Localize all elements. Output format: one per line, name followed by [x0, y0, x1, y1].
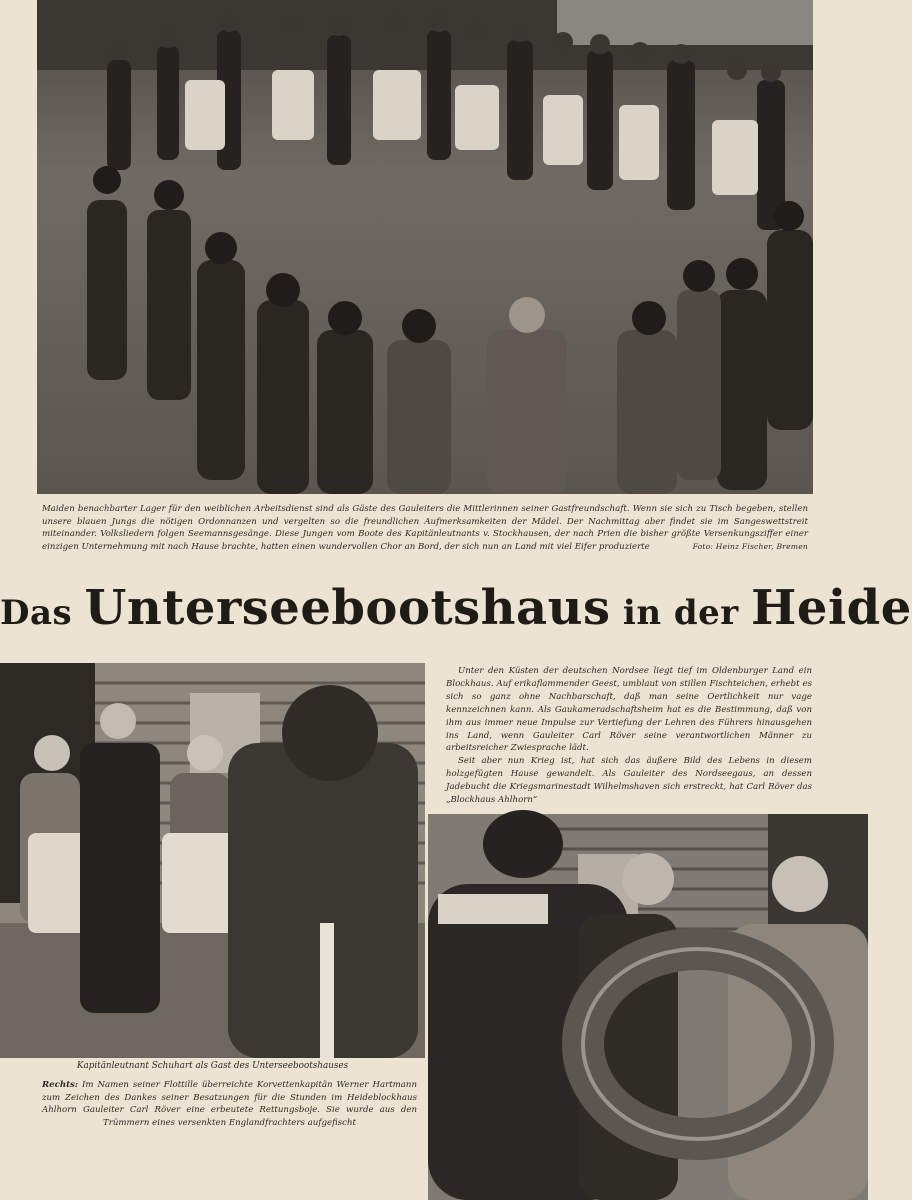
- caption-text: Im Namen seiner Flottille überreichte Korvettenkapitän Werner Hartmann zum Zeichen des Dankes seiner Besatzungen für die Stunden im Heideblockhaus Ahlhorn Gauleiter Carl Röver eine erbeutete Rettungsboje. Sie wurde aus den Trümmern eines versenkten Englandfrachters aufgefischt: [42, 1080, 417, 1128]
- headline-in-der: in der: [610, 593, 752, 633]
- photo-credit: Foto: Heinz Fischer, Bremen: [692, 541, 808, 551]
- top-caption-text: Maiden benachbarter Lager für den weiblichen Arbeitsdienst sind als Gäste des Gauleiters die Mittlerinnen seiner Gastfreundschaft. Wenn sie sich zu Tisch begeben, stellen unsere blauen Jungs die nötigen Ordonnanzen und vergelten so die freundlichen Aufmerksamkeiten der Mädel. Der Nachmittag aber findet sie im Sangeswettstreit miteinander. Volksliedern folgen Seemannsgesänge. Diese Jungen vom Boote des Kapitänleutnants v. Stockhausen, der nach Prien die bisher größte Versenkungsziffer einer einzigen Unternehmung mit nach Hause brachte, hatten einen wundervollen Chor an Bord, der sich nun an Land mit viel Eifer produzierte: [42, 504, 808, 552]
- headline-heide: Heide: [751, 580, 912, 636]
- headline-unterseebootshaus: Unterseebootshaus: [84, 580, 611, 636]
- caption-lead: Rechts:: [42, 1080, 79, 1090]
- photo-life-buoy-presentation: [428, 814, 868, 1200]
- headline-das: Das: [0, 593, 85, 633]
- article-paragraph-2: Seit aber nun Krieg ist, hat sich das äußere Bild des Lebens in diesem holzgefügten Hause gewandelt. Als Gauleiter des Nordseegaus, an dessen Jadebucht die Kriegsmarinestadt Wilhelmshaven sich erstreckt, hat Carl Röver das „Blockhaus Ahlhorn“: [446, 756, 812, 806]
- page-title: [0, 580, 912, 646]
- top-photo-caption: [42, 503, 808, 553]
- left-photo-caption: Kapitänleutnant Schuhart als Gast des Unterseebootshauses: [76, 1061, 349, 1071]
- photo-officer-with-women: [0, 663, 425, 1058]
- article-body: [446, 665, 812, 807]
- photo-circle-dance: [37, 0, 813, 494]
- article-paragraph-1: Unter den Küsten der deutschen Nordsee liegt tief im Oldenburger Land ein Blockhaus. Auf erikaflammender Geest, umblaut von stillen Fischteichen, erhebt es sich so ganz ohne Nachbarschaft, daß man seine Oertlichkeit nur vage kennzeichnen kann. Als Gaukameradschaftsheim hat es die Bestimmung, daß von ihm aus immer neue Impulse zur Vertiefung der Lehren des Führers hinausgehen ins Land, wenn Gauleiter Carl Röver seine verantwortlichen Männer zu arbeitsreicher Zwiesprache lädt.: [446, 666, 812, 754]
- right-photo-caption: [42, 1079, 417, 1129]
